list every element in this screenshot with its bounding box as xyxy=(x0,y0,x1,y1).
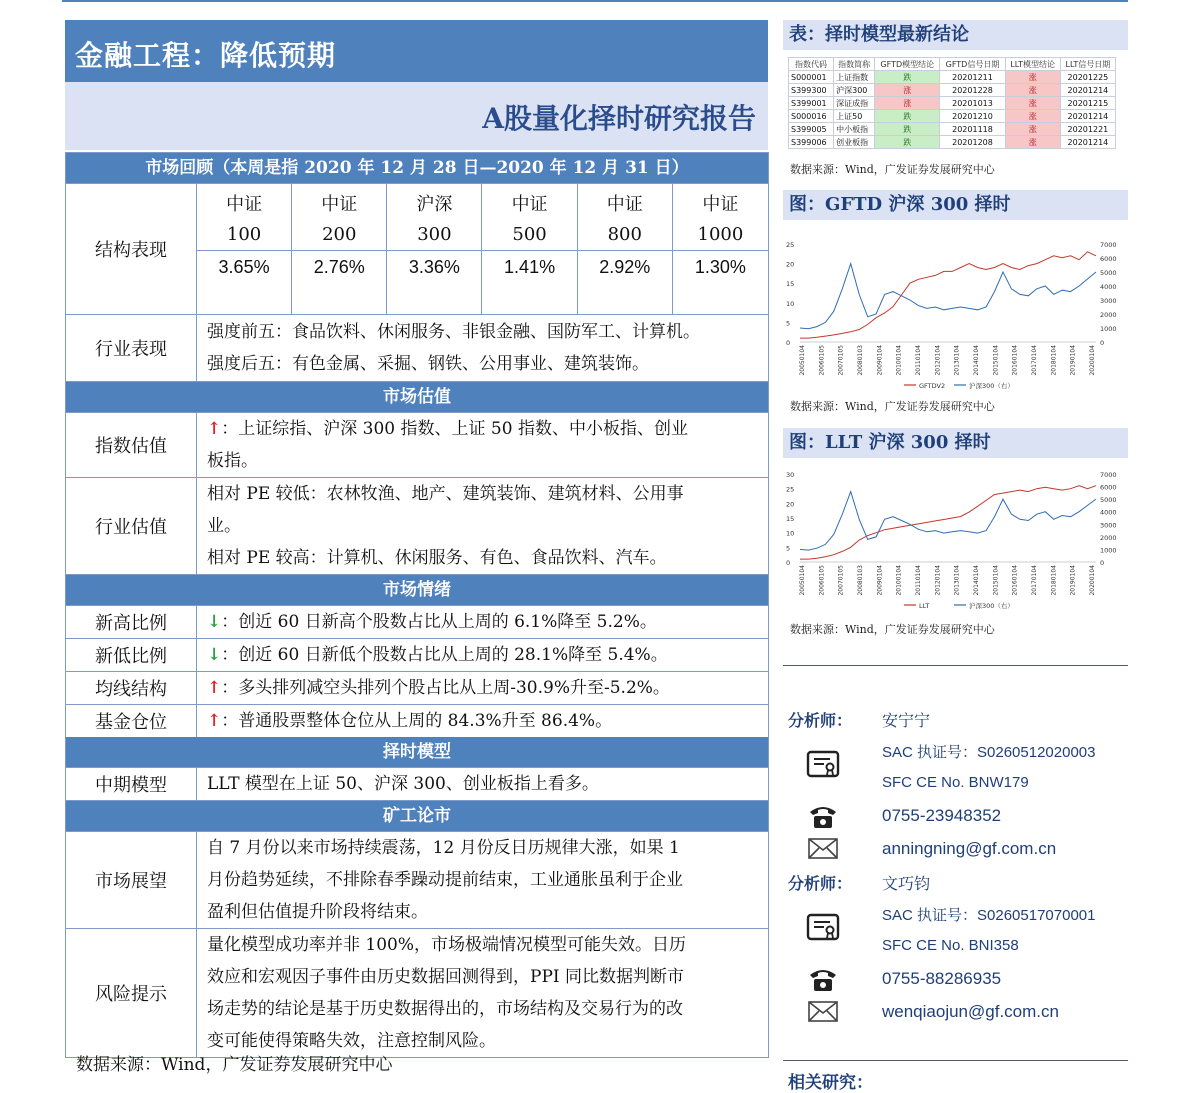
outlook-line: 盈利但估值提升阶段将结束。 xyxy=(207,902,428,922)
x-tick-label: 20170104 xyxy=(1031,345,1038,376)
y-right-tick: 4000 xyxy=(1100,508,1117,517)
x-tick-label: 20080103 xyxy=(857,565,864,596)
report-title-banner xyxy=(65,82,768,150)
analyst-sac: SAC 执证号：S0260512020003 xyxy=(882,744,1096,761)
y-right-tick: 5000 xyxy=(1100,496,1117,505)
series-line xyxy=(800,492,1096,550)
table-row xyxy=(789,136,1116,149)
index-valuation-label: 指数估值 xyxy=(66,413,197,477)
analyst-email[interactable]: wenqiaojun@gf.com.cn xyxy=(882,1002,1059,1021)
table-row xyxy=(789,97,1116,110)
risk-line: 变可能使得策略失效，注意控制风险。 xyxy=(207,1031,496,1051)
legend-label: 沪深300（右） xyxy=(969,382,1014,390)
series-line xyxy=(800,252,1096,338)
index-column xyxy=(197,184,292,314)
index-number: 100 xyxy=(226,224,262,245)
gftd-chart-title: 图：GFTD 沪深 300 择时 xyxy=(783,190,1128,220)
sentiment-text: ：多头排列减空头排列个股占比从上周-30.9%升至-5.2%。 xyxy=(221,678,670,698)
x-tick-label: 20200104 xyxy=(1089,345,1096,376)
table-cell: 20201228 xyxy=(940,84,1005,97)
x-tick-label: 20200104 xyxy=(1089,565,1096,596)
y-right-tick: 0 xyxy=(1100,339,1105,347)
risk-line: 量化模型成功率并非 100%，市场极端情况模型可能失效。日历 xyxy=(207,935,687,955)
sentiment-label: 新高比例 xyxy=(66,606,197,638)
x-tick-label: 20120104 xyxy=(934,565,942,596)
table-cell: 20201013 xyxy=(940,97,1005,110)
analyst-sfc: SFC CE No. BNW179 xyxy=(882,774,1029,791)
x-tick-label: 20070105 xyxy=(837,345,845,376)
table-header-cell: LLT模型结论 xyxy=(1005,58,1060,71)
x-tick-label: 20190104 xyxy=(1069,345,1077,376)
outlook-line: 自 7 月份以来市场持续震荡，12 月份反日历规律大涨，如果 1 xyxy=(207,838,680,858)
valuation-bar: 市场估值 xyxy=(66,382,768,413)
y-right-tick: 2000 xyxy=(1100,533,1117,542)
outlook-line: 月份趋势延续，不排除春季躁动提前结束，工业通胀虽利于企业 xyxy=(207,870,683,890)
index-name: 沪深 xyxy=(416,194,453,215)
mail-icon xyxy=(806,834,840,862)
phone-icon xyxy=(806,965,840,993)
risk-line: 场走势的结论是基于历史数据得出的，市场结构及交易行为的改 xyxy=(207,999,683,1019)
miner-bar: 矿工论市 xyxy=(66,801,768,832)
table-cell: 跌 xyxy=(875,136,940,149)
x-tick-label: 20050104 xyxy=(799,345,806,376)
sentiment-row xyxy=(66,606,768,639)
index-column xyxy=(673,184,768,314)
x-tick-label: 20120104 xyxy=(934,345,942,376)
series-line xyxy=(800,486,1096,559)
analyst-label: 分析师： xyxy=(788,874,853,893)
sentiment-row xyxy=(66,705,768,737)
sentiment-bar: 市场情绪 xyxy=(66,575,768,606)
down-arrow-icon: ↓ xyxy=(207,612,222,632)
table-cell: S399300 xyxy=(789,84,834,97)
up-arrow-icon: ↑ xyxy=(207,678,222,698)
table-cell: 跌 xyxy=(875,123,940,136)
main-source-note: 数据来源：Wind，广发证券发展研究中心 xyxy=(76,1055,393,1075)
table-header-cell: 指数代码 xyxy=(789,58,834,71)
structure-label: 结构表现 xyxy=(66,184,197,314)
industry-label: 行业表现 xyxy=(66,315,197,381)
pe-high-text: 相对 PE 较高：计算机、休闲服务、有色、食品饮料、汽车。 xyxy=(207,548,667,568)
sentiment-label: 新低比例 xyxy=(66,639,197,671)
analyst-name: 安宁宁 xyxy=(882,711,931,730)
x-tick-label: 20050104 xyxy=(799,565,806,596)
x-tick-label: 20180104 xyxy=(1050,565,1058,596)
index-name: 中证 xyxy=(511,194,548,215)
phone-icon xyxy=(806,802,840,830)
index-number: 300 xyxy=(417,224,452,245)
model-conclusion-table xyxy=(788,57,1116,149)
table-cell: S399006 xyxy=(789,136,834,149)
table-cell: 涨 xyxy=(1005,97,1060,110)
table-cell: 20201208 xyxy=(940,136,1005,149)
table-cell: 涨 xyxy=(1005,84,1060,97)
y-left-tick: 5 xyxy=(786,319,791,328)
related-research-heading: 相关研究： xyxy=(788,1073,873,1093)
y-right-tick: 3000 xyxy=(1100,297,1117,305)
y-right-tick: 4000 xyxy=(1100,283,1117,291)
table-cell: 涨 xyxy=(1005,71,1060,84)
sentiment-text: ：普通股票整体仓位从上周的 84.3%升至 86.4%。 xyxy=(221,711,613,731)
y-right-tick: 7000 xyxy=(1100,471,1117,479)
industry-top-five: 强度前五：食品饮料、休闲服务、非银金融、国防军工、计算机。 xyxy=(207,322,700,342)
review-bar: 市场回顾（本周是指 2020 年 12 月 28 日—2020 年 12 月 31 日） xyxy=(66,153,768,184)
table-cell: 中小板指 xyxy=(834,123,875,136)
y-right-tick: 6000 xyxy=(1100,255,1117,263)
up-arrow-icon: ↑ xyxy=(207,711,222,731)
x-tick-label: 20070105 xyxy=(837,565,845,596)
sentiment-label: 基金仓位 xyxy=(66,705,197,737)
pe-low-text-cont: 业。 xyxy=(207,516,241,536)
table-cell: 跌 xyxy=(875,71,940,84)
timing-label: 中期模型 xyxy=(66,768,197,800)
sentiment-row xyxy=(66,672,768,705)
index-column xyxy=(482,184,577,314)
risk-row xyxy=(66,929,768,1057)
index-valuation-text: ：上证综指、沪深 300 指数、上证 50 指数、中小板指、创业 xyxy=(221,419,688,439)
risk-label: 风险提示 xyxy=(66,929,197,1057)
analyst-email[interactable]: anningning@gf.com.cn xyxy=(882,839,1057,858)
timing-text: LLT 模型在上证 50、沪深 300、创业板指上看多。 xyxy=(207,774,599,794)
table-cell: 20201211 xyxy=(940,71,1005,84)
report-title: A股量化择时研究报告 xyxy=(482,102,756,135)
table-cell: 20201215 xyxy=(1060,97,1115,110)
x-tick-label: 20110104 xyxy=(915,565,922,596)
llt-chart-svg xyxy=(784,466,1126,614)
y-left-tick: 30 xyxy=(786,471,795,479)
index-valuation-row xyxy=(66,413,768,478)
index-valuation-text-cont: 板指。 xyxy=(207,451,258,471)
index-return: 1.41% xyxy=(482,250,576,282)
x-tick-label: 20090104 xyxy=(876,565,884,596)
y-left-tick: 20 xyxy=(786,260,795,269)
llt-chart-title: 图：LLT 沪深 300 择时 xyxy=(783,428,1128,458)
table-cell: 涨 xyxy=(875,97,940,110)
index-column xyxy=(292,184,387,314)
industry-valuation-row xyxy=(66,478,768,575)
analyst-name: 文巧钧 xyxy=(882,874,931,893)
analyst-phone: 0755-88286935 xyxy=(882,969,1002,988)
index-number: 200 xyxy=(322,224,357,245)
pe-low-text: 相对 PE 较低：农林牧渔、地产、建筑装饰、建筑材料、公用事 xyxy=(207,484,684,504)
table-cell: 涨 xyxy=(1005,136,1060,149)
index-return: 3.65% xyxy=(197,250,291,282)
index-return: 2.76% xyxy=(292,250,386,282)
y-right-tick: 3000 xyxy=(1100,521,1117,530)
index-return: 3.36% xyxy=(387,250,481,282)
y-left-tick: 15 xyxy=(786,515,795,523)
y-right-tick: 2000 xyxy=(1100,311,1117,319)
down-arrow-icon: ↓ xyxy=(207,645,222,665)
category-title: 金融工程：降低预期 xyxy=(75,39,337,72)
industry-bottom-five: 强度后五：有色金属、采掘、钢铁、公用事业、建筑装饰。 xyxy=(207,354,649,374)
table-cell: 沪深300 xyxy=(834,84,875,97)
x-tick-label: 20140104 xyxy=(973,345,980,376)
x-tick-label: 20150104 xyxy=(992,565,1000,596)
index-column xyxy=(387,184,482,314)
table-row xyxy=(789,84,1116,97)
y-right-tick: 0 xyxy=(1100,559,1105,567)
llt-source-note: 数据来源：Wind，广发证券发展研究中心 xyxy=(790,623,995,636)
timing-row xyxy=(66,768,768,801)
y-right-tick: 7000 xyxy=(1100,241,1117,249)
x-tick-label: 20170104 xyxy=(1031,565,1038,596)
table-row xyxy=(789,110,1116,123)
x-tick-label: 20130104 xyxy=(953,345,961,376)
x-tick-label: 20060105 xyxy=(818,345,826,376)
index-name: 中证 xyxy=(606,194,643,215)
index-return: 1.30% xyxy=(673,250,768,282)
y-left-tick: 10 xyxy=(786,529,795,538)
structure-row xyxy=(66,184,768,315)
y-right-tick: 1000 xyxy=(1100,546,1117,555)
gftd-source-note: 数据来源：Wind，广发证券发展研究中心 xyxy=(790,400,995,413)
top-rule xyxy=(62,0,1128,2)
table-cell: S000016 xyxy=(789,110,834,123)
table-cell: 20201214 xyxy=(1060,84,1115,97)
series-line xyxy=(800,264,1096,329)
x-tick-label: 20150104 xyxy=(992,345,1000,376)
llt-chart xyxy=(784,466,1126,614)
table-cell: 跌 xyxy=(875,110,940,123)
table-cell: 涨 xyxy=(1005,110,1060,123)
timing-bar: 择时模型 xyxy=(66,737,768,768)
index-number: 500 xyxy=(512,224,547,245)
sentiment-text: ：创近 60 日新低个股数占比从上周的 28.1%降至 5.4%。 xyxy=(221,645,668,665)
index-name: 中证 xyxy=(702,194,739,215)
gftd-chart-svg xyxy=(784,236,1126,394)
table-cell: 上证指数 xyxy=(834,71,875,84)
y-left-tick: 25 xyxy=(786,241,795,249)
index-number: 800 xyxy=(607,224,642,245)
table-header-cell: LLT信号日期 xyxy=(1060,58,1115,71)
table-cell: 涨 xyxy=(875,84,940,97)
risk-line: 效应和宏观因子事件由历史数据回测得到，PPI 同比数据判断市 xyxy=(207,967,684,987)
analyst-sfc: SFC CE No. BNI358 xyxy=(882,937,1019,954)
y-left-tick: 15 xyxy=(786,280,795,289)
mail-icon xyxy=(806,997,840,1025)
table-row xyxy=(789,71,1116,84)
gftd-chart xyxy=(784,236,1126,394)
table-cell: 创业板指 xyxy=(834,136,875,149)
x-tick-label: 20160104 xyxy=(1011,345,1019,376)
x-tick-label: 20190104 xyxy=(1069,565,1077,596)
certificate-icon xyxy=(806,750,840,778)
table-cell: S399005 xyxy=(789,123,834,136)
y-left-tick: 20 xyxy=(786,500,795,509)
y-left-tick: 0 xyxy=(786,339,791,347)
outlook-label: 市场展望 xyxy=(66,832,197,928)
index-return: 2.92% xyxy=(578,250,672,282)
table-cell: 深证成指 xyxy=(834,97,875,110)
table-cell: 上证50 xyxy=(834,110,875,123)
industry-row xyxy=(66,315,768,382)
table-cell: 20201214 xyxy=(1060,136,1115,149)
y-left-tick: 25 xyxy=(786,485,795,494)
y-left-tick: 0 xyxy=(786,559,791,567)
table-cell: 20201118 xyxy=(940,123,1005,136)
index-name: 中证 xyxy=(321,194,358,215)
y-left-tick: 10 xyxy=(786,299,795,308)
analyst-label: 分析师： xyxy=(788,711,853,730)
index-performance-grid xyxy=(197,184,768,314)
legend-label: LLT xyxy=(919,602,930,610)
analyst-sac: SAC 执证号：S0260517070001 xyxy=(882,907,1096,924)
sentiment-label: 均线结构 xyxy=(66,672,197,704)
category-banner xyxy=(65,20,768,82)
table-cell: 涨 xyxy=(1005,123,1060,136)
x-tick-label: 20060105 xyxy=(818,565,826,596)
market-summary-table xyxy=(65,152,769,1058)
table-header-cell: 指数简称 xyxy=(834,58,875,71)
industry-valuation-label: 行业估值 xyxy=(66,478,197,574)
sentiment-row xyxy=(66,639,768,672)
index-number: 1000 xyxy=(697,224,744,245)
index-column xyxy=(578,184,673,314)
y-right-tick: 6000 xyxy=(1100,483,1117,492)
table-cell: 20201214 xyxy=(1060,110,1115,123)
x-tick-label: 20080103 xyxy=(857,345,864,376)
analyst-phone: 0755-23948352 xyxy=(882,806,1002,825)
sentiment-text: ：创近 60 日新高个股数占比从上周的 6.1%降至 5.2%。 xyxy=(221,612,657,632)
divider xyxy=(783,1060,1128,1061)
table-cell: S399001 xyxy=(789,97,834,110)
table-header-row xyxy=(789,58,1116,71)
legend-label: 沪深300（右） xyxy=(969,602,1014,610)
table-header-cell: GFTD模型结论 xyxy=(875,58,940,71)
x-tick-label: 20090104 xyxy=(876,345,884,376)
table-header-cell: GFTD信号日期 xyxy=(940,58,1005,71)
table-cell: 20201221 xyxy=(1060,123,1115,136)
up-arrow-icon: ↑ xyxy=(207,419,222,439)
index-name: 中证 xyxy=(226,194,263,215)
legend-label: GFTDV2 xyxy=(919,382,946,390)
table-row xyxy=(789,123,1116,136)
table-cell: 20201210 xyxy=(940,110,1005,123)
y-right-tick: 5000 xyxy=(1100,269,1117,277)
sentiment-rows xyxy=(66,606,768,737)
x-tick-label: 20130104 xyxy=(953,565,961,596)
divider xyxy=(783,665,1128,666)
x-tick-label: 20100104 xyxy=(895,565,903,596)
x-tick-label: 20100104 xyxy=(895,345,903,376)
x-tick-label: 20110104 xyxy=(915,345,922,376)
y-right-tick: 1000 xyxy=(1100,325,1117,333)
x-tick-label: 20140104 xyxy=(973,565,980,596)
table-cell: S000001 xyxy=(789,71,834,84)
y-left-tick: 5 xyxy=(786,544,791,553)
table-cell: 20201225 xyxy=(1060,71,1115,84)
outlook-row xyxy=(66,832,768,929)
x-tick-label: 20180104 xyxy=(1050,345,1058,376)
table-source-note: 数据来源：Wind，广发证券发展研究中心 xyxy=(790,163,995,176)
certificate-icon xyxy=(806,913,840,941)
x-tick-label: 20160104 xyxy=(1011,565,1019,596)
model-table-title: 表：择时模型最新结论 xyxy=(783,20,1128,50)
